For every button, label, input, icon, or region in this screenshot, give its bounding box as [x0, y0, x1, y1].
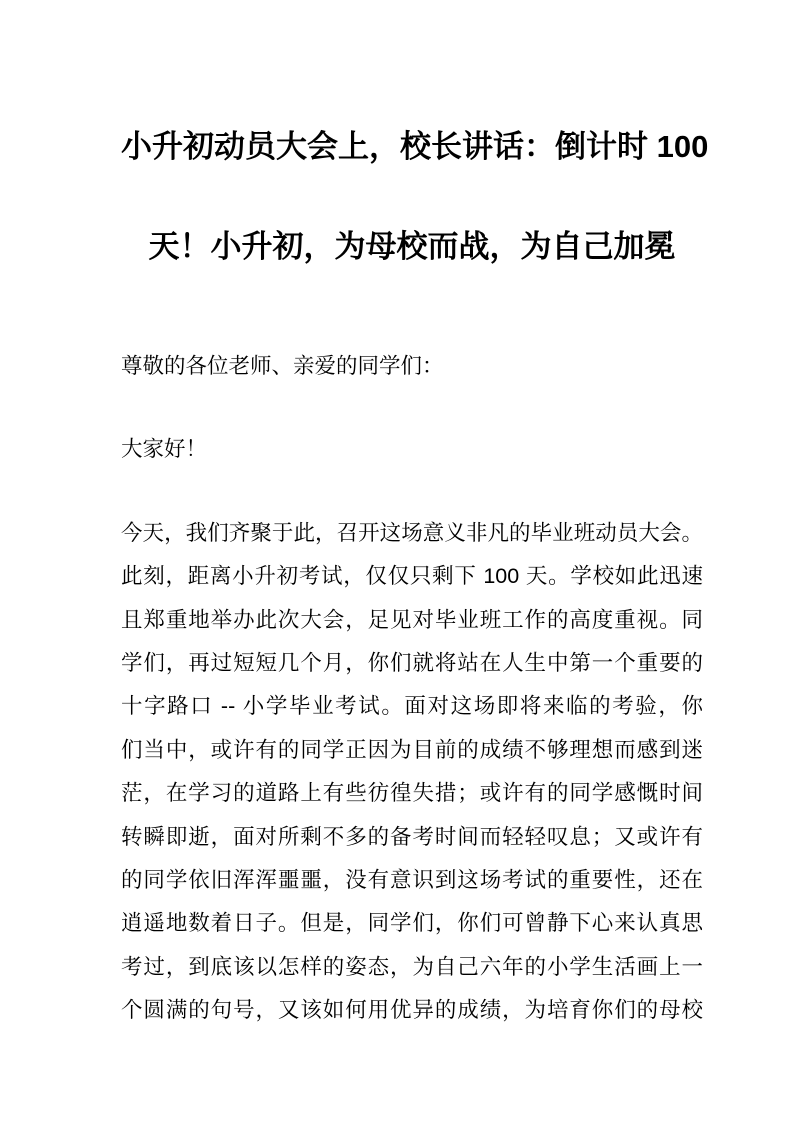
paragraph-line: 转瞬即逝，面对所剩不多的备考时间而轻轻叹息；又或许有 — [121, 824, 703, 849]
body-paragraph — [121, 512, 703, 1033]
paragraph-line: 考过，到底该以怎样的姿态，为自己六年的小学生活画上一 — [121, 954, 703, 979]
document-title — [121, 97, 709, 297]
salutation: 尊敬的各位老师、亲爱的同学们： — [121, 354, 444, 378]
paragraph-line: 且郑重地举办此次大会，足见对毕业班工作的高度重视。同 — [121, 607, 703, 632]
paragraph-line: 个圆满的句号，又该如何用优异的成绩，为培育你们的母校 — [121, 998, 703, 1023]
paragraph-line: 们当中，或许有的同学正因为目前的成绩不够理想而感到迷 — [121, 737, 703, 762]
paragraph-line: 十字路口 -- 小学毕业考试。面对这场即将来临的考验，你 — [121, 694, 703, 719]
paragraph-line: 今天，我们齐聚于此，召开这场意义非凡的毕业班动员大会。 — [121, 520, 703, 545]
paragraph-line: 学们，再过短短几个月，你们就将站在人生中第一个重要的 — [121, 651, 703, 676]
greeting: 大家好！ — [121, 437, 208, 462]
paragraph-line: 逍遥地数着日子。但是，同学们，你们可曾静下心来认真思 — [121, 911, 703, 936]
title-line-1: 小升初动员大会上，校长讲话：倒计时 100 — [121, 129, 709, 164]
paragraph-line: 的同学依旧浑浑噩噩，没有意识到这场考试的重要性，还在 — [121, 868, 703, 893]
paragraph-line: 茫，在学习的道路上有些彷徨失措；或许有的同学感慨时间 — [121, 781, 703, 806]
paragraph-line: 此刻，距离小升初考试，仅仅只剩下 100 天。学校如此迅速 — [121, 564, 703, 589]
title-line-2: 天！小升初，为母校而战，为自己加冕 — [148, 229, 676, 264]
